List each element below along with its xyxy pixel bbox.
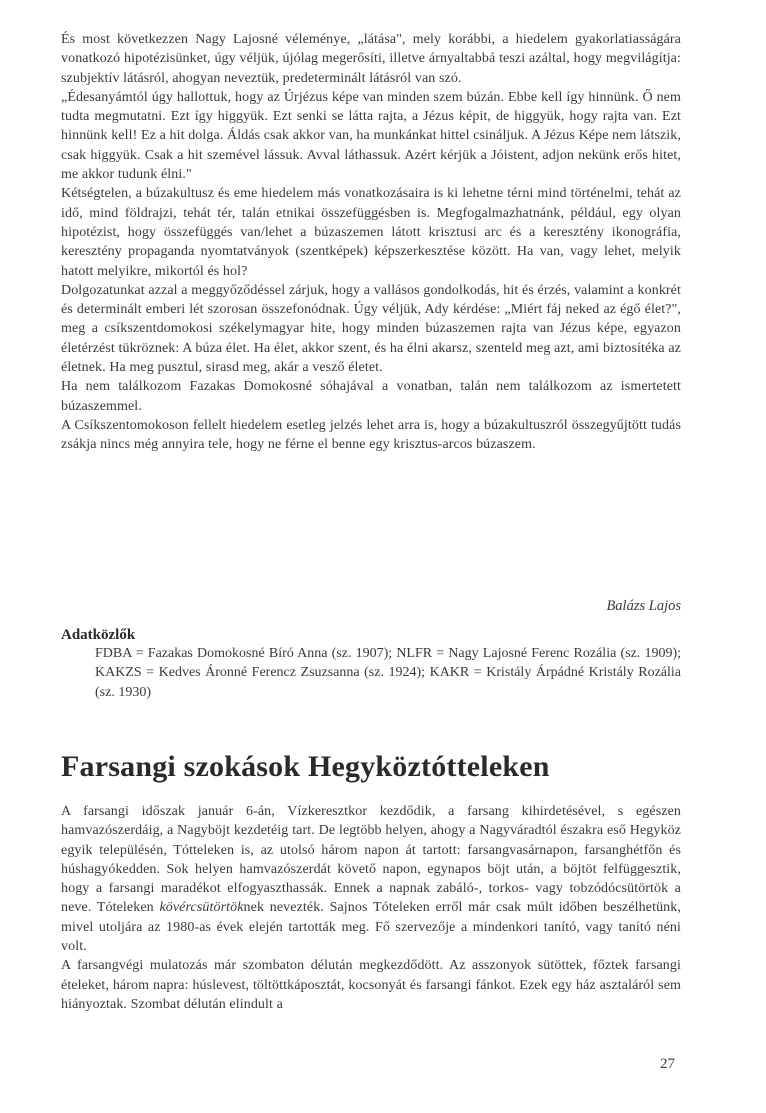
informants-block bbox=[61, 627, 681, 702]
body-paragraph-2: A farsangvégi mulatozás már szombaton délután megkezdődött. Az asszonyok sütöttek, főztek farsangi ételeket, három napra: húslevest, töltöttkáposztát, kocsonyát és farsangi fánkot. Ezek egy ház asztaláról sem hiányoztak. Szombat délután elindult a bbox=[61, 958, 681, 1012]
body-paragraph-1-rest: nek nevezték. Sajnos Tóteleken erről már csak múlt időben beszélhetünk, mivel utoljára az 1980-as évek elején tartották meg. Fő szervezője a mindenkori tanító, vagy tanító néni volt. bbox=[61, 900, 681, 955]
informants-list: FDBA = Fazakas Domokosné Bíró Anna (sz. 1907); NLFR = Nagy Lajosné Ferenc Rozália (sz. 1909); KAKZS = Kedves Áronné Ferencz Zsuzsanna (sz. 1924); KAKR = Kristály Árpádné Kristály Rozália (sz. 1930) bbox=[95, 646, 681, 700]
paragraph-4: Dolgozatunkat azzal a meggyőződéssel zárjuk, hogy a vallásos gondolkodás, hit és érzés, valamint a konkrét és determinált emberi lét szorosan összefonódnak. Úgy véljük, Ady kérdése: „Miért fáj neked az égő élet?", meg a csíkszentdomokosi székelymagyar hite, hogy minden búzaszemen rajta van Jézus képe, egyazon életérzést tükröznek: A búza élet. Ha élet, akkor szent, és ha élni akarsz, szenteld meg azt, ami biztosítéka az életnek. Ha meg pusztul, sirasd meg, akár a vesző életet. bbox=[61, 282, 681, 376]
signature-block bbox=[61, 598, 681, 615]
paragraph-1: És most következzen Nagy Lajosné véleménye, „látása", mely korábbi, a hiedelem gyakorlatiasságára vonatkozó hipotézisünket, úgy véljük, újólag megerősíti, illetve árnyaltabbá teszi azáltal, hogy megvilágítja: szubjektív látásról, ahogyan neveztük, predeterminált látásról van szó. bbox=[61, 32, 681, 86]
paragraph-5: Ha nem találkozom Fazakas Domokosné sóhajával a vonatban, talán nem találkozom az ismertetett búzaszemmel. bbox=[61, 379, 681, 414]
article-continuation bbox=[61, 30, 681, 455]
paragraph-6: A Csíkszentomokoson fellelt hiedelem esetleg jelzés lehet arra is, hogy a búzakultuszról összegyűjtött tudás zsákja nincs még annyira tele, hogy ne férne el benne egy krisztus-arcos búzaszem. bbox=[61, 417, 681, 453]
body-paragraph-1 bbox=[61, 802, 681, 956]
article-title-block bbox=[61, 750, 681, 784]
paragraph-2-quote: „Édesanyámtól úgy hallottuk, hogy az Úrjézus képe van minden szem búzán. Ebbe kell így hinnünk. Ő nem tudta megmutatni. Ezt így higgyük. Ezt senki se látta rajta, a Jézus képit, de higgyük, hogy rajta van. Ezt hinnünk kell! Ez a hit dolga. Áldás csak akkor van, ha munkánkat hittel csináljuk. A Jézus Képe nem látszik, csak higgyük. Csak a hit szemével lássuk. Avval láthassuk. Azért kérjük a Jóistent, adjon nekünk erős hitet, me akkor tudunk élni." bbox=[61, 89, 681, 183]
body-paragraph-1-text: A farsangi időszak január 6-án, Vízkeresztkor kezdődik, a farsang kihirdetésével, s egészen hamvazószerdáig, a Nagyböjt kezdetéig tart. De legtöbb helyen, ahogy a Nagyváradtól északra eső Hegyköz egyik településén, Tótteleken is, az utolsó három napon át tartott: farsangvasárnapon, farsanghétfőn és húshagyókedden. Sok helyen hamvazószerdát követő napon, egynapos böjt után, a böjtöt felfüggesztik, hogy a farsangi maradékot elfogyaszthassák. Ennek a napnak zabáló-, torkos- vagy tobzódócsütörtök a neve. Tóteleken bbox=[61, 804, 681, 916]
page-number: 27 bbox=[660, 1056, 675, 1072]
article-body bbox=[61, 802, 681, 1014]
author-signature: Balázs Lajos bbox=[606, 598, 681, 614]
article-title: Farsangi szokások Hegyköztótteleken bbox=[61, 750, 550, 783]
body-paragraph-1-emphasis: kövércsütörtök bbox=[159, 900, 244, 916]
informants-heading: Adatközlők bbox=[61, 627, 136, 643]
paragraph-3: Kétségtelen, a búzakultusz és eme hiedelem más vonatkozásaira is ki lehetne térni mind történelmi, tehát az idő, mind földrajzi, tehát tér, talán etnikai összefüggésben is. Megfogalmazhatnánk, például, egy olyan hipotézist, hogy összefüggés van/lehet a búzaszemen látott krisztusi arc és a keresztény ikonográfia, keresztény propaganda nyomtatványok (szentképek) képszerkesztése között. Ha van, vagy lehet, melyik hatott melyikre, mikortól és hol? bbox=[61, 186, 681, 279]
